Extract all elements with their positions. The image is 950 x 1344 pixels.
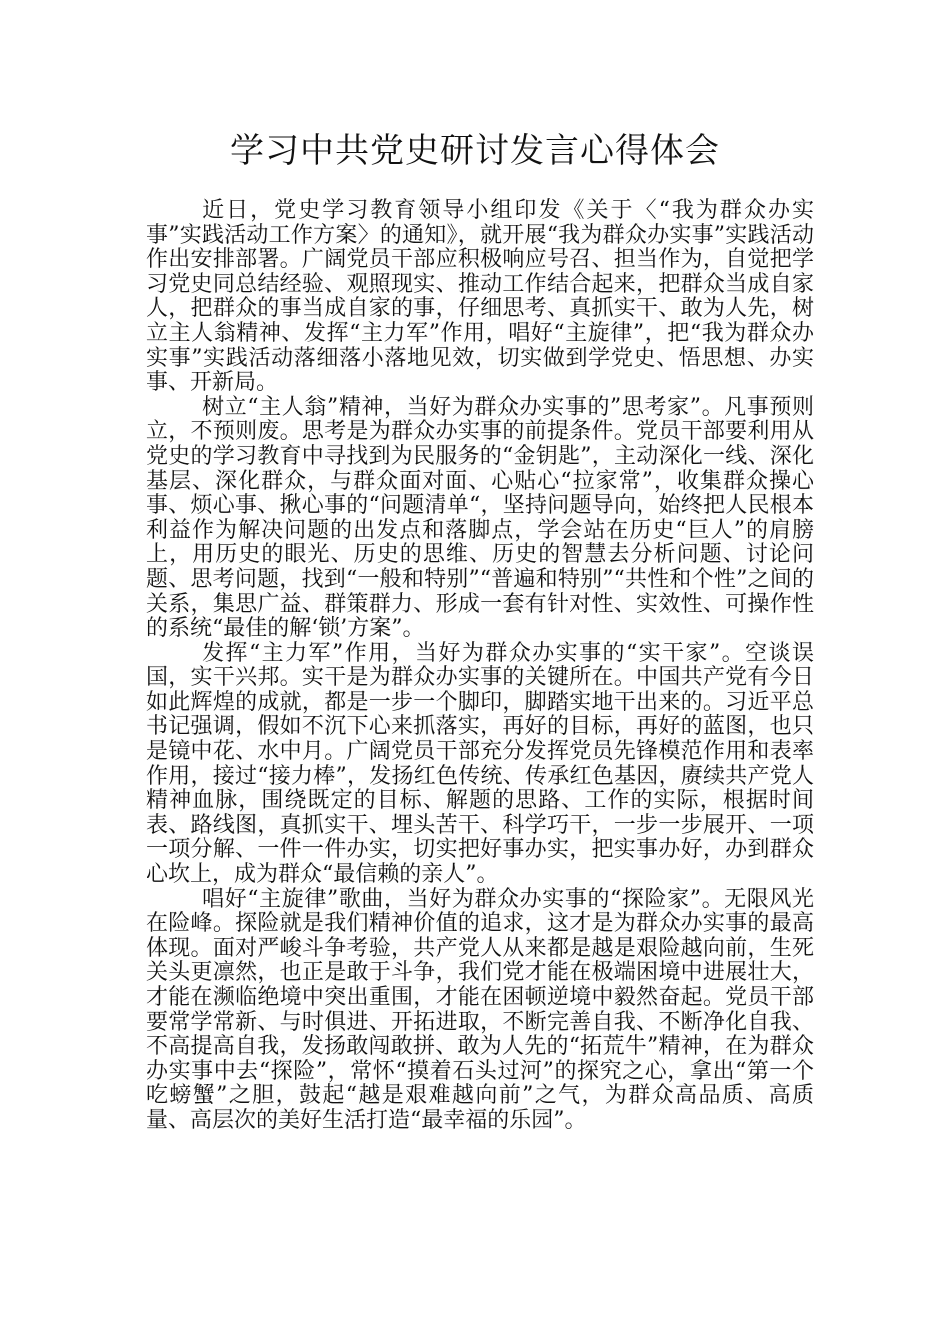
paragraph-explorer: 唱好“主旋律”歌曲，当好为群众办实事的“探险家”。无限风光在险峰。探险就是我们精神价值的追求，这才是为群众办实事的最高体现。面对严峻斗争考验，共产党人从来都是越是艰险越向前，生死关头更凛然，也正是敢于斗争，我们党才能在极端困境中进展壮大，才能在濒临绝境中突出重围，才能在困顿逆境中毅然奋起。党员干部要常学常新、与时俱进、开拓进取，不断完善自我、不断净化自我、不高提高自我，发扬敢闯敢拼、敢为人先的“拓荒牛”精神，在为群众办实事中去“探险”，常怀“摸着石头过河”的探究之心，拿出“第一个吃螃蟹”之胆，鼓起“越是艰难越向前”之气，为群众高品质、高质量、高层次的美好生活打造“最幸福的乐园”。 bbox=[146, 886, 814, 1133]
document-body bbox=[146, 199, 814, 1134]
paragraph-thinker: 树立“主人翁”精神，当好为群众办实事的”思考家”。凡事预则立，不预则废。思考是为群众办实事的前提条件。党员干部要利用从党史的学习教育中寻找到为民服务的“金钥匙”，主动深化一线、深化基层、深化群众，与群众面对面、心贴心“拉家常”，收集群众操心事、烦心事、揪心事的“问题清单“，坚持问题导向，始终把人民根本利益作为解决问题的出发点和落脚点，学会站在历史“巨人”的肩膀上，用历史的眼光、历史的思维、历史的智慧去分析问题、讨论问题、思考问题，找到“一般和特别”“普遍和特别”“共性和个性”之间的关系，集思广益、群策群力、形成一套有针对性、实效性、可操作性的系统“最佳的解‘锁’方案”。 bbox=[146, 394, 814, 642]
document-title: 学习中共党史研讨发言心得体会 bbox=[230, 131, 720, 171]
paragraph-doer: 发挥“主力军”作用，当好为群众办实事的“实干家”。空谈误国，实干兴邦。实干是为群众办实事的关键所在。中国共产党有今日如此辉煌的成就，都是一步一个脚印，脚踏实地干出来的。习近平总书记强调，假如不沉下心来抓落实，再好的目标，再好的蓝图，也只是镜中花、水中月。广阔党员干部充分发挥党员先锋模范作用和表率作用，接过“接力棒”，发扬红色传统、传承红色基因，赓续共产党人精神血脉，围绕既定的目标、解题的思路、工作的实际，根据时间表、路线图，真抓实干、埋头苦干、科学巧干，一步一步展开、一项一项分解、一件一件办实，切实把好事办实，把实事办好，办到群众心坎上，成为群众“最信赖的亲人”。 bbox=[146, 640, 814, 888]
paragraph-intro: 近日，党史学习教育领导小组印发《关于〈“我为群众办实事”实践活动工作方案〉的通知》，就开展“我为群众办实事”实践活动作出安排部署。广阔党员干部应积极响应号召、担当作为，自觉把学习党史同总结经验、观照现实、推动工作结合起来，把群众当成自家人，把群众的事当成自家的事，仔细思考、真抓实干、敢为人先，树立主人翁精神、发挥“主力军”作用，唱好“主旋律”，把“我为群众办实事”实践活动落细落小落地见效，切实做到学党史、悟思想、办实事、开新局。 bbox=[146, 198, 814, 396]
